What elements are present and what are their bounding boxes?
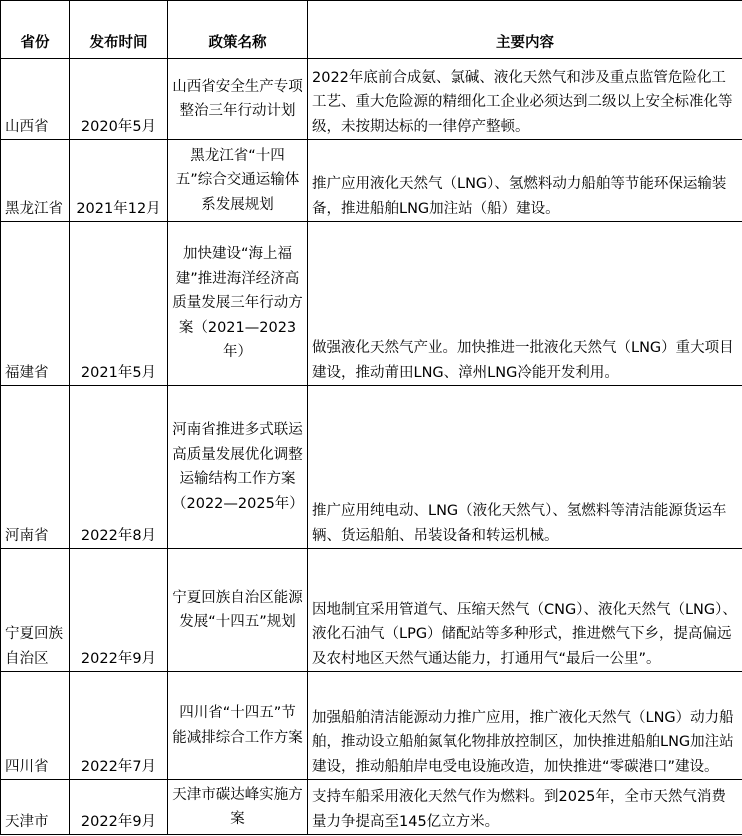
header-province: 省份 [1,1,70,59]
cell-date: 2022年8月 [70,386,168,549]
cell-province: 四川省 [1,672,70,780]
cell-policy-name: 天津市碳达峰实施方案 [168,780,308,835]
cell-date: 2022年9月 [70,780,168,835]
table-row [1,222,742,386]
cell-policy-name: 宁夏回族自治区能源发展“十四五”规划 [168,549,308,672]
cell-date: 2022年7月 [70,672,168,780]
cell-content: 支持车船采用液化天然气作为燃料。到2025年，全市天然气消费量力争提高至145亿立方米。 [308,780,742,835]
table-row [1,140,742,222]
cell-province: 天津市 [1,780,70,835]
table-row [1,549,742,672]
cell-policy-name: 加快建设“海上福建”推进海洋经济高质量发展三年行动方案（2021—2023年） [168,222,308,386]
cell-content: 加强船舶清洁能源动力推广应用，推广液化天然气（LNG）动力船舶，推动设立船舶氮氧化物排放控制区，加快推进船舶LNG加注站建设，推动船舶岸电受电设施改造，加快推进“零碳港口”建设。 [308,672,742,780]
header-content: 主要内容 [308,1,742,59]
cell-date: 2021年5月 [70,222,168,386]
cell-province: 山西省 [1,59,70,140]
cell-content: 2022年底前合成氨、氯碱、液化天然气和涉及重点监管危险化工工艺、重大危险源的精细化工企业必须达到二级以上安全标准化等级，未按期达标的一律停产整顿。 [308,59,742,140]
header-date: 发布时间 [70,1,168,59]
table-row [1,386,742,549]
cell-policy-name: 山西省安全生产专项整治三年行动计划 [168,59,308,140]
cell-policy-name: 河南省推进多式联运高质量发展优化调整运输结构工作方案（2022—2025年） [168,386,308,549]
table-row [1,672,742,780]
header-policy-name: 政策名称 [168,1,308,59]
cell-province: 黑龙江省 [1,140,70,222]
cell-policy-name: 黑龙江省“十四五”综合交通运输体系发展规划 [168,140,308,222]
table-row [1,780,742,835]
table-row [1,59,742,140]
cell-date: 2020年5月 [70,59,168,140]
cell-date: 2022年9月 [70,549,168,672]
cell-content: 推广应用液化天然气（LNG）、氢燃料动力船舶等节能环保运输装备，推进船舶LNG加注站（船）建设。 [308,140,742,222]
cell-province: 宁夏回族自治区 [1,549,70,672]
cell-content: 做强液化天然气产业。加快推进一批液化天然气（LNG）重大项目建设，推动莆田LNG、漳州LNG冷能开发利用。 [308,222,742,386]
cell-content: 因地制宜采用管道气、压缩天然气（CNG）、液化天然气（LNG）、液化石油气（LPG）储配站等多种形式，推进燃气下乡，提高偏远及农村地区天然气通达能力，打通用气“最后一公里”。 [308,549,742,672]
cell-date: 2021年12月 [70,140,168,222]
header-row [1,1,742,59]
cell-policy-name: 四川省“十四五”节能减排综合工作方案 [168,672,308,780]
cell-province: 河南省 [1,386,70,549]
cell-province: 福建省 [1,222,70,386]
cell-content: 推广应用纯电动、LNG（液化天然气）、氢燃料等清洁能源货运车辆、货运船舶、吊装设备和转运机械。 [308,386,742,549]
